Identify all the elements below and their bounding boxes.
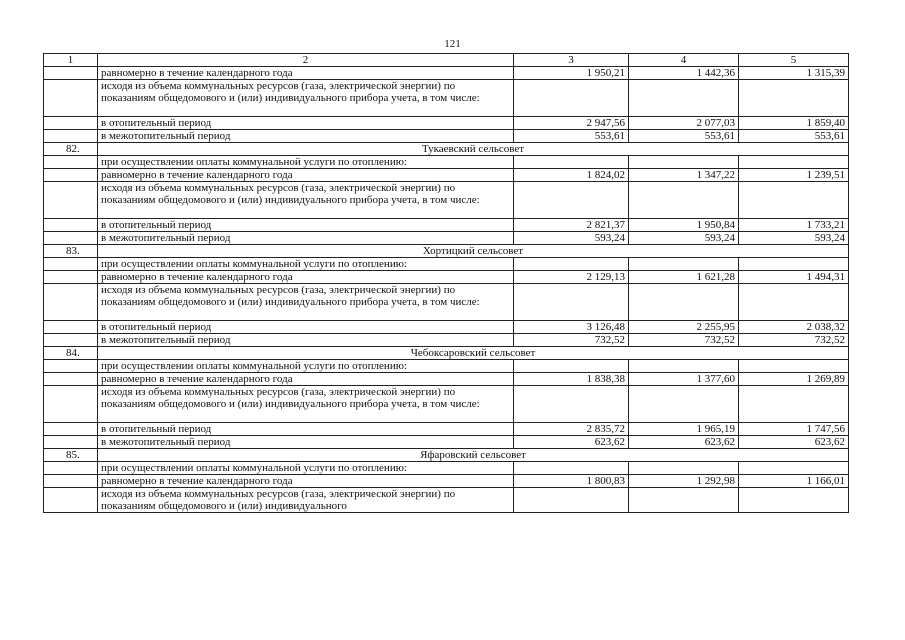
section-number: 85. [44,449,98,462]
value-cell: 732,52 [629,334,739,347]
row-label: в межотопительный период [98,334,514,347]
section-header-row [44,245,849,258]
value-cell: 2 038,32 [739,321,849,334]
value-cell: 1 347,22 [629,169,739,182]
row-label: при осуществлении оплаты коммунальной услуги по отоплению: [98,462,514,475]
value-cell: 2 821,37 [514,219,629,232]
value-cell: 1 239,51 [739,169,849,182]
value-cell: 553,61 [514,130,629,143]
table-row [44,488,849,513]
page-number: 121 [444,38,461,50]
table-row [44,219,849,232]
table-row [44,117,849,130]
table-row [44,67,849,80]
header-cell: 2 [98,54,514,67]
value-cell: 553,61 [739,130,849,143]
table-row [44,258,849,271]
value-cell: 1 824,02 [514,169,629,182]
header-cell: 4 [629,54,739,67]
value-cell: 553,61 [629,130,739,143]
section-header-row [44,347,849,360]
value-cell: 1 621,28 [629,271,739,284]
table-row [44,321,849,334]
table-row [44,232,849,245]
row-label: равномерно в течение календарного года [98,475,514,488]
table-row [44,360,849,373]
section-number: 83. [44,245,98,258]
section-title: Хортицкий сельсовет [98,245,849,258]
row-label: в отопительный период [98,219,514,232]
row-label: в межотопительный период [98,436,514,449]
value-cell: 623,62 [514,436,629,449]
section-title: Чебоксаровский сельсовет [98,347,849,360]
table-row [44,334,849,347]
value-cell: 1 950,21 [514,67,629,80]
value-cell: 1 315,39 [739,67,849,80]
value-cell: 623,62 [739,436,849,449]
table-row [44,156,849,169]
value-cell: 1 377,60 [629,373,739,386]
value-cell: 1 292,98 [629,475,739,488]
table-row [44,386,849,423]
table-row [44,462,849,475]
value-cell: 3 126,48 [514,321,629,334]
value-cell: 1 965,19 [629,423,739,436]
value-cell: 1 747,56 [739,423,849,436]
row-label: исходя из объема коммунальных ресурсов (газа, электрической энергии) по показаниям общедомового и (или) индивидуального [98,488,514,513]
table-row [44,436,849,449]
row-label: в межотопительный период [98,232,514,245]
value-cell: 2 077,03 [629,117,739,130]
row-label: исходя из объема коммунальных ресурсов (газа, электрической энергии) по показаниям общедомового и (или) индивидуального прибора учета, в том числе: [98,80,514,117]
row-label: исходя из объема коммунальных ресурсов (газа, электрической энергии) по показаниям общедомового и (или) индивидуального прибора учета, в том числе: [98,182,514,219]
table-row [44,80,849,117]
section-title: Яфаровский сельсовет [98,449,849,462]
value-cell: 732,52 [514,334,629,347]
header-cell: 1 [44,54,98,67]
table-row [44,284,849,321]
value-cell: 732,52 [739,334,849,347]
value-cell: 1 166,01 [739,475,849,488]
section-header-row [44,449,849,462]
section-number: 82. [44,143,98,156]
row-label: в отопительный период [98,321,514,334]
value-cell: 2 129,13 [514,271,629,284]
table-header-row [44,54,849,67]
value-cell: 1 269,89 [739,373,849,386]
row-label: при осуществлении оплаты коммунальной услуги по отоплению: [98,258,514,271]
value-cell: 1 950,84 [629,219,739,232]
table-row [44,271,849,284]
value-cell: 623,62 [629,436,739,449]
row-label: равномерно в течение календарного года [98,169,514,182]
table-row [44,169,849,182]
tariff-table [43,53,849,513]
table-row [44,130,849,143]
value-cell: 2 835,72 [514,423,629,436]
row-label: равномерно в течение календарного года [98,271,514,284]
row-label: исходя из объема коммунальных ресурсов (газа, электрической энергии) по показаниям общедомового и (или) индивидуального прибора учета, в том числе: [98,284,514,321]
header-cell: 5 [739,54,849,67]
value-cell: 2 947,56 [514,117,629,130]
value-cell: 593,24 [739,232,849,245]
row-label: равномерно в течение календарного года [98,373,514,386]
section-number: 84. [44,347,98,360]
value-cell: 1 859,40 [739,117,849,130]
row-label: при осуществлении оплаты коммунальной услуги по отоплению: [98,156,514,169]
row-label: в отопительный период [98,117,514,130]
value-cell: 1 800,83 [514,475,629,488]
section-header-row [44,143,849,156]
value-cell: 1 442,36 [629,67,739,80]
row-label: в отопительный период [98,423,514,436]
table-row [44,182,849,219]
value-cell: 593,24 [629,232,739,245]
row-label: равномерно в течение календарного года [98,67,514,80]
header-cell: 3 [514,54,629,67]
row-label: исходя из объема коммунальных ресурсов (газа, электрической энергии) по показаниям общедомового и (или) индивидуального прибора учета, в том числе: [98,386,514,423]
value-cell: 593,24 [514,232,629,245]
value-cell: 2 255,95 [629,321,739,334]
table-row [44,423,849,436]
row-label: в межотопительный период [98,130,514,143]
section-title: Тукаевский сельсовет [98,143,849,156]
table-row [44,373,849,386]
value-cell: 1 494,31 [739,271,849,284]
row-label: при осуществлении оплаты коммунальной услуги по отоплению: [98,360,514,373]
table-row [44,475,849,488]
value-cell: 1 838,38 [514,373,629,386]
value-cell: 1 733,21 [739,219,849,232]
